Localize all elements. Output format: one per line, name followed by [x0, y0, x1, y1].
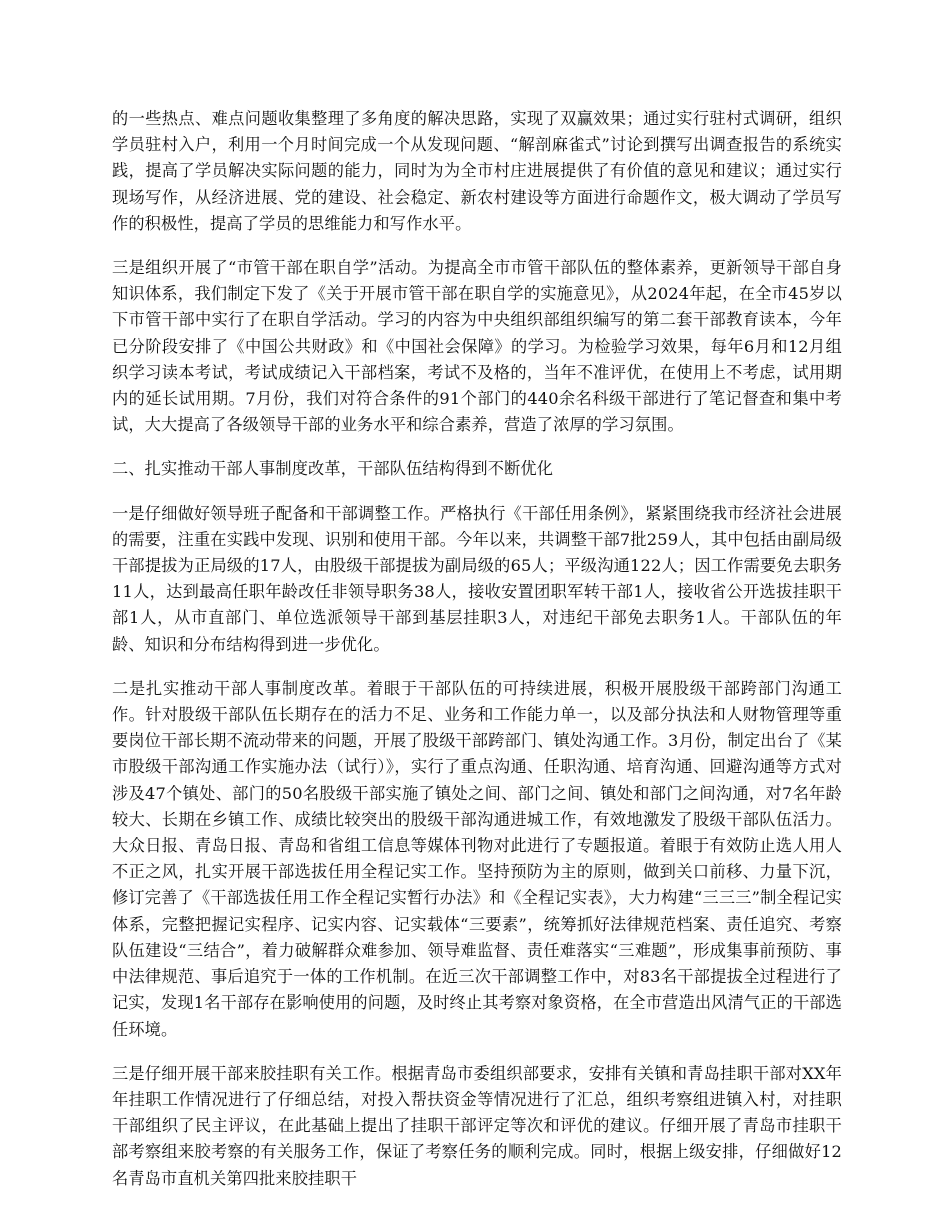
- paragraph-temporary-posts: 三是仔细开展干部来胶挂职有关工作。根据青岛市委组织部要求，安排有关镇和青岛挂职干部对XX年年挂职工作情况进行了仔细总结，对投入帮扶资金等情况进行了汇总，组织考察组进镇入村，对挂职干部组织了民主评议，在此基础上提出了挂职干部评定等次和评优的建议。仔细开展了青岛市挂职干部考察组来胶考察的有关服务工作，保证了考察任务的顺利完成。同时，根据上级安排，仔细做好12名青岛市直机关第四批来胶挂职干: [112, 1063, 842, 1188]
- paragraph-cadre-adjustment: 一是仔细做好领导班子配备和干部调整工作。严格执行《干部任用条例》，紧紧围绕我市经济社会进展的需要，注重在实践中发现、识别和使用干部。今年以来，共调整干部7批259人，其中包括由副局级干部提拔为正局级的17人，由股级干部提拔为副局级的65人；平级沟通122人；因工作需要免去职务11人，达到最高任职年龄改任非领导职务38人，接收安置团职军转干部1人，接收省公开选拔挂职干部1人，从市直部门、单位选派领导干部到基层挂职3人，对违纪干部免去职务1人。干部队伍的年龄、知识和分布结构得到进一步优化。: [112, 503, 842, 654]
- paragraph-self-study: 三是组织开展了“市管干部在职自学”活动。为提高全市市管干部队伍的整体素养，更新领导干部自身知识体系，我们制定下发了《关于开展市管干部在职自学的实施意见》，从2024年起，在全市45岁以下市管干部中实行了在职自学活动。学习的内容为中央组织部组织编写的第二套干部教育读本，今年已分阶段安排了《中国公共财政》和《中国社会保障》的学习。为检验学习效果，每年6月和12月组织学习读本考试，考试成绩记入干部档案，考试不及格的，当年不准评优，在使用上不考虑，试用期内的延长试用期。7月份，我们对符合条件的91个部门的440余名科级干部进行了笔记督查和集中考试，大大提高了各级领导干部的业务水平和综合素养，营造了浓厚的学习氛围。: [112, 258, 842, 435]
- section-heading-reform: 二、扎实推动干部人事制度改革，干部队伍结构得到不断优化: [112, 459, 554, 479]
- paragraph-training-methods: 的一些热点、难点问题收集整理了多角度的解决思路，实现了双赢效果；通过实行驻村式调研，组织学员驻村入户，利用一个月时间完成一个从发现问题、“解剖麻雀式”讨论到撰写出调查报告的系统实践，提高了学员解决实际问题的能力，同时为为全市村庄进展提供了有价值的意见和建议；通过实行现场写作，从经济进展、党的建设、社会稳定、新农村建设等方面进行命题作文，极大调动了学员写作的积极性，提高了学员的思维能力和写作水平。: [112, 109, 842, 233]
- paragraph-personnel-reform: 二是扎实推动干部人事制度改革。着眼于干部队伍的可持续进展，积极开展股级干部跨部门沟通工作。针对股级干部队伍长期存在的活力不足、业务和工作能力单一，以及部分执法和人财物管理等重要岗位干部长期不流动带来的问题，开展了股级干部跨部门、镇处沟通工作。3月份，制定出台了《某市股级干部沟通工作实施办法（试行）》，实行了重点沟通、任职沟通、培育沟通、回避沟通等方式对涉及47个镇处、部门的50名股级干部实施了镇处之间、部门之间、镇处和部门之间沟通，对7名年龄较大、长期在乡镇工作、成绩比较突出的股级干部沟通进城工作，有效地激发了股级干部队伍活力。大众日报、青岛日报、青岛和省组工信息等媒体刊物对此进行了专题报道。着眼于有效防止选人用人不正之风，扎实开展干部选拔任用全程记实工作。坚持预防为主的原则，做到关口前移、力量下沉，修订完善了《干部选拔任用工作全程记实暂行办法》和《全程记实表》，大力构建“三三三”制全程记实体系，完整把握记实程序、记实内容、记实载体“三要素”，统筹抓好法律规范档案、责任追究、考察队伍建设“三结合”，着力破解群众难参加、领导难监督、责任难落实“三难题”，形成集事前预防、事中法律规范、事后追究于一体的工作机制。在近三次干部调整工作中，对83名干部提拔全过程进行了记实，发现1名干部存在影响使用的问题，及时终止其考察对象资格，在全市营造出风清气正的干部选任环境。: [112, 678, 842, 1039]
